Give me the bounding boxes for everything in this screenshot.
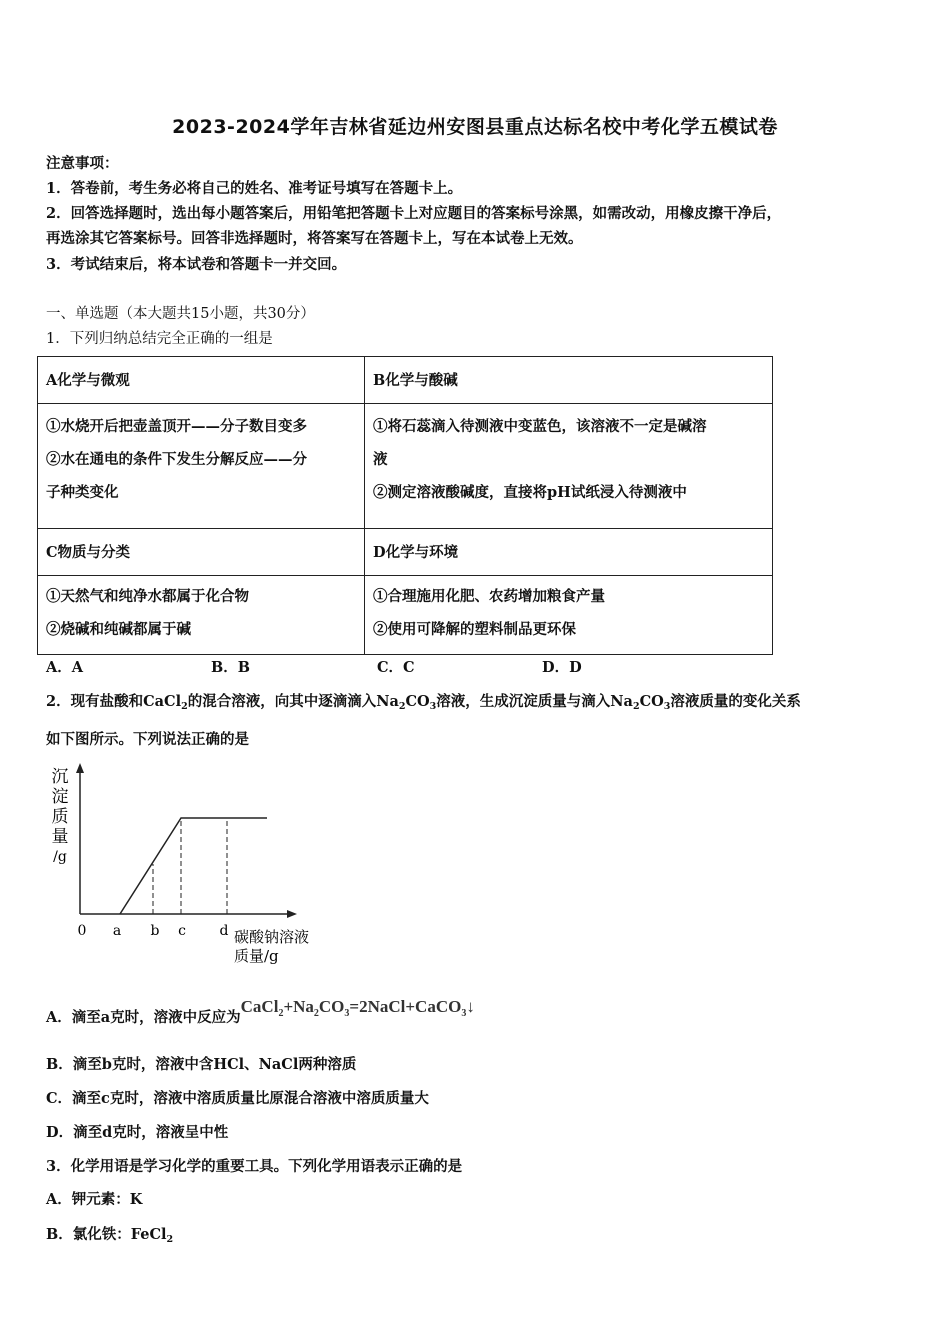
cell-line: ②水在通电的条件下发生分解反应——分 xyxy=(46,451,307,468)
q3-stem: 3．化学用语是学习化学的重要工具。下列化学用语表示正确的是 xyxy=(46,1158,463,1175)
notice-item: 1．答卷前，考生务必将自己的姓名、准考证号填写在答题卡上。 xyxy=(46,180,463,197)
q2-stem-line2: 如下图所示。下列说法正确的是 xyxy=(46,731,249,748)
cell-line: ②烧碱和纯碱都属于碱 xyxy=(46,621,191,638)
y-label-char: 淀 xyxy=(51,787,69,807)
series-line xyxy=(120,818,267,914)
q1-stem: 1．下列归纳总结完全正确的一组是 xyxy=(46,331,273,347)
x-tick-label: b xyxy=(150,923,160,939)
cell-line: ①水烧开后把壶盖顶开——分子数目变多 xyxy=(46,418,307,435)
cell-d-head: D化学与环境 xyxy=(365,529,773,576)
x-tick-label: 0 xyxy=(77,923,87,939)
cell-a-body xyxy=(38,404,365,529)
y-axis-label xyxy=(52,767,69,865)
q2-stem: 2．现有盐酸和CaCl$_2$的混合溶液，向其中逐滴滴入$Na_2CO_3$溶液，生成沉淀质量与滴入$Na_2CO_3$溶液质量的变化关系 xyxy=(46,693,801,712)
x-axis-label: 碳酸钠溶液 xyxy=(234,928,310,946)
q2-option-c[interactable]: C．滴至c克时，溶液中溶质质量比原混合溶液中溶质质量大 xyxy=(46,1090,429,1107)
x-tick-label: a xyxy=(112,923,122,939)
y-label-char: /g xyxy=(53,849,67,865)
q3-option-a[interactable]: A．钾元素：K xyxy=(46,1191,143,1208)
notice-heading: 注意事项： xyxy=(46,155,119,172)
cell-line: ①天然气和纯净水都属于化合物 xyxy=(46,588,249,605)
notice-item: 再选涂其它答案标号。回答非选择题时，将答案写在答题卡上，写在本试卷上无效。 xyxy=(46,230,583,247)
cell-line: 子种类变化 xyxy=(46,484,119,501)
section-heading: 一、单选题（本大题共15小题，共30分） xyxy=(46,306,315,322)
x-axis-label: 质量/g xyxy=(234,947,279,965)
q2-option-d[interactable]: D．滴至d克时，溶液呈中性 xyxy=(46,1124,229,1141)
cell-line: 液 xyxy=(373,451,388,468)
x-axis-arrow-icon xyxy=(287,910,297,918)
cell-d-body xyxy=(365,576,773,655)
notice-item: 2．回答选择题时，选出每小题答案后，用铅笔把答题卡上对应题目的答案标号涂黑，如需改动，用橡皮擦干净后， xyxy=(46,205,782,222)
cell-line: ①合理施用化肥、农药增加粮食产量 xyxy=(373,588,605,605)
q1-option-d[interactable]: D．D xyxy=(542,659,582,676)
q2-option-a[interactable] xyxy=(46,997,475,1027)
x-tick-label: c xyxy=(178,923,186,939)
precipitate-chart xyxy=(40,760,340,970)
q1-option-b[interactable]: B．B xyxy=(211,659,251,676)
cell-c-body xyxy=(38,576,365,655)
cell-line: ②使用可降解的塑料制品更环保 xyxy=(373,621,576,638)
page-title: 2023-2024学年吉林省延边州安图县重点达标名校中考化学五模试卷 xyxy=(172,116,778,138)
y-label-char: 量 xyxy=(51,827,69,847)
y-label-char: 沉 xyxy=(51,767,69,787)
option-label: A．滴至a克时，溶液中反应为 xyxy=(46,1009,241,1026)
reaction-formula: $CaCl_2+Na_2CO_3=2NaCl+CaCO_3↓$ xyxy=(240,997,475,1019)
x-tick-label: d xyxy=(219,923,229,939)
notice-item: 3．考试结束后，将本试卷和答题卡一并交回。 xyxy=(46,256,347,273)
cell-line: ②测定溶液酸碱度，直接将pH试纸浸入待测液中 xyxy=(373,484,687,501)
cell-b-head: B化学与酸碱 xyxy=(365,357,773,404)
y-label-char: 质 xyxy=(51,807,69,827)
cell-c-head: C物质与分类 xyxy=(38,529,365,576)
cell-line: ①将石蕊滴入待测液中变蓝色，该溶液不一定是碱溶 xyxy=(373,418,707,435)
q1-option-c[interactable]: C．C xyxy=(377,659,415,676)
cell-b-body xyxy=(365,404,773,529)
y-axis-arrow-icon xyxy=(76,763,84,773)
q3-option-b[interactable]: B．氯化铁：FeCl$_2$ xyxy=(46,1226,174,1245)
q1-table xyxy=(37,356,773,655)
q1-option-a[interactable]: A．A xyxy=(46,659,84,676)
cell-a-head: A化学与微观 xyxy=(38,357,365,404)
q2-option-b[interactable]: B．滴至b克时，溶液中含HCl、NaCl两种溶质 xyxy=(46,1056,357,1073)
